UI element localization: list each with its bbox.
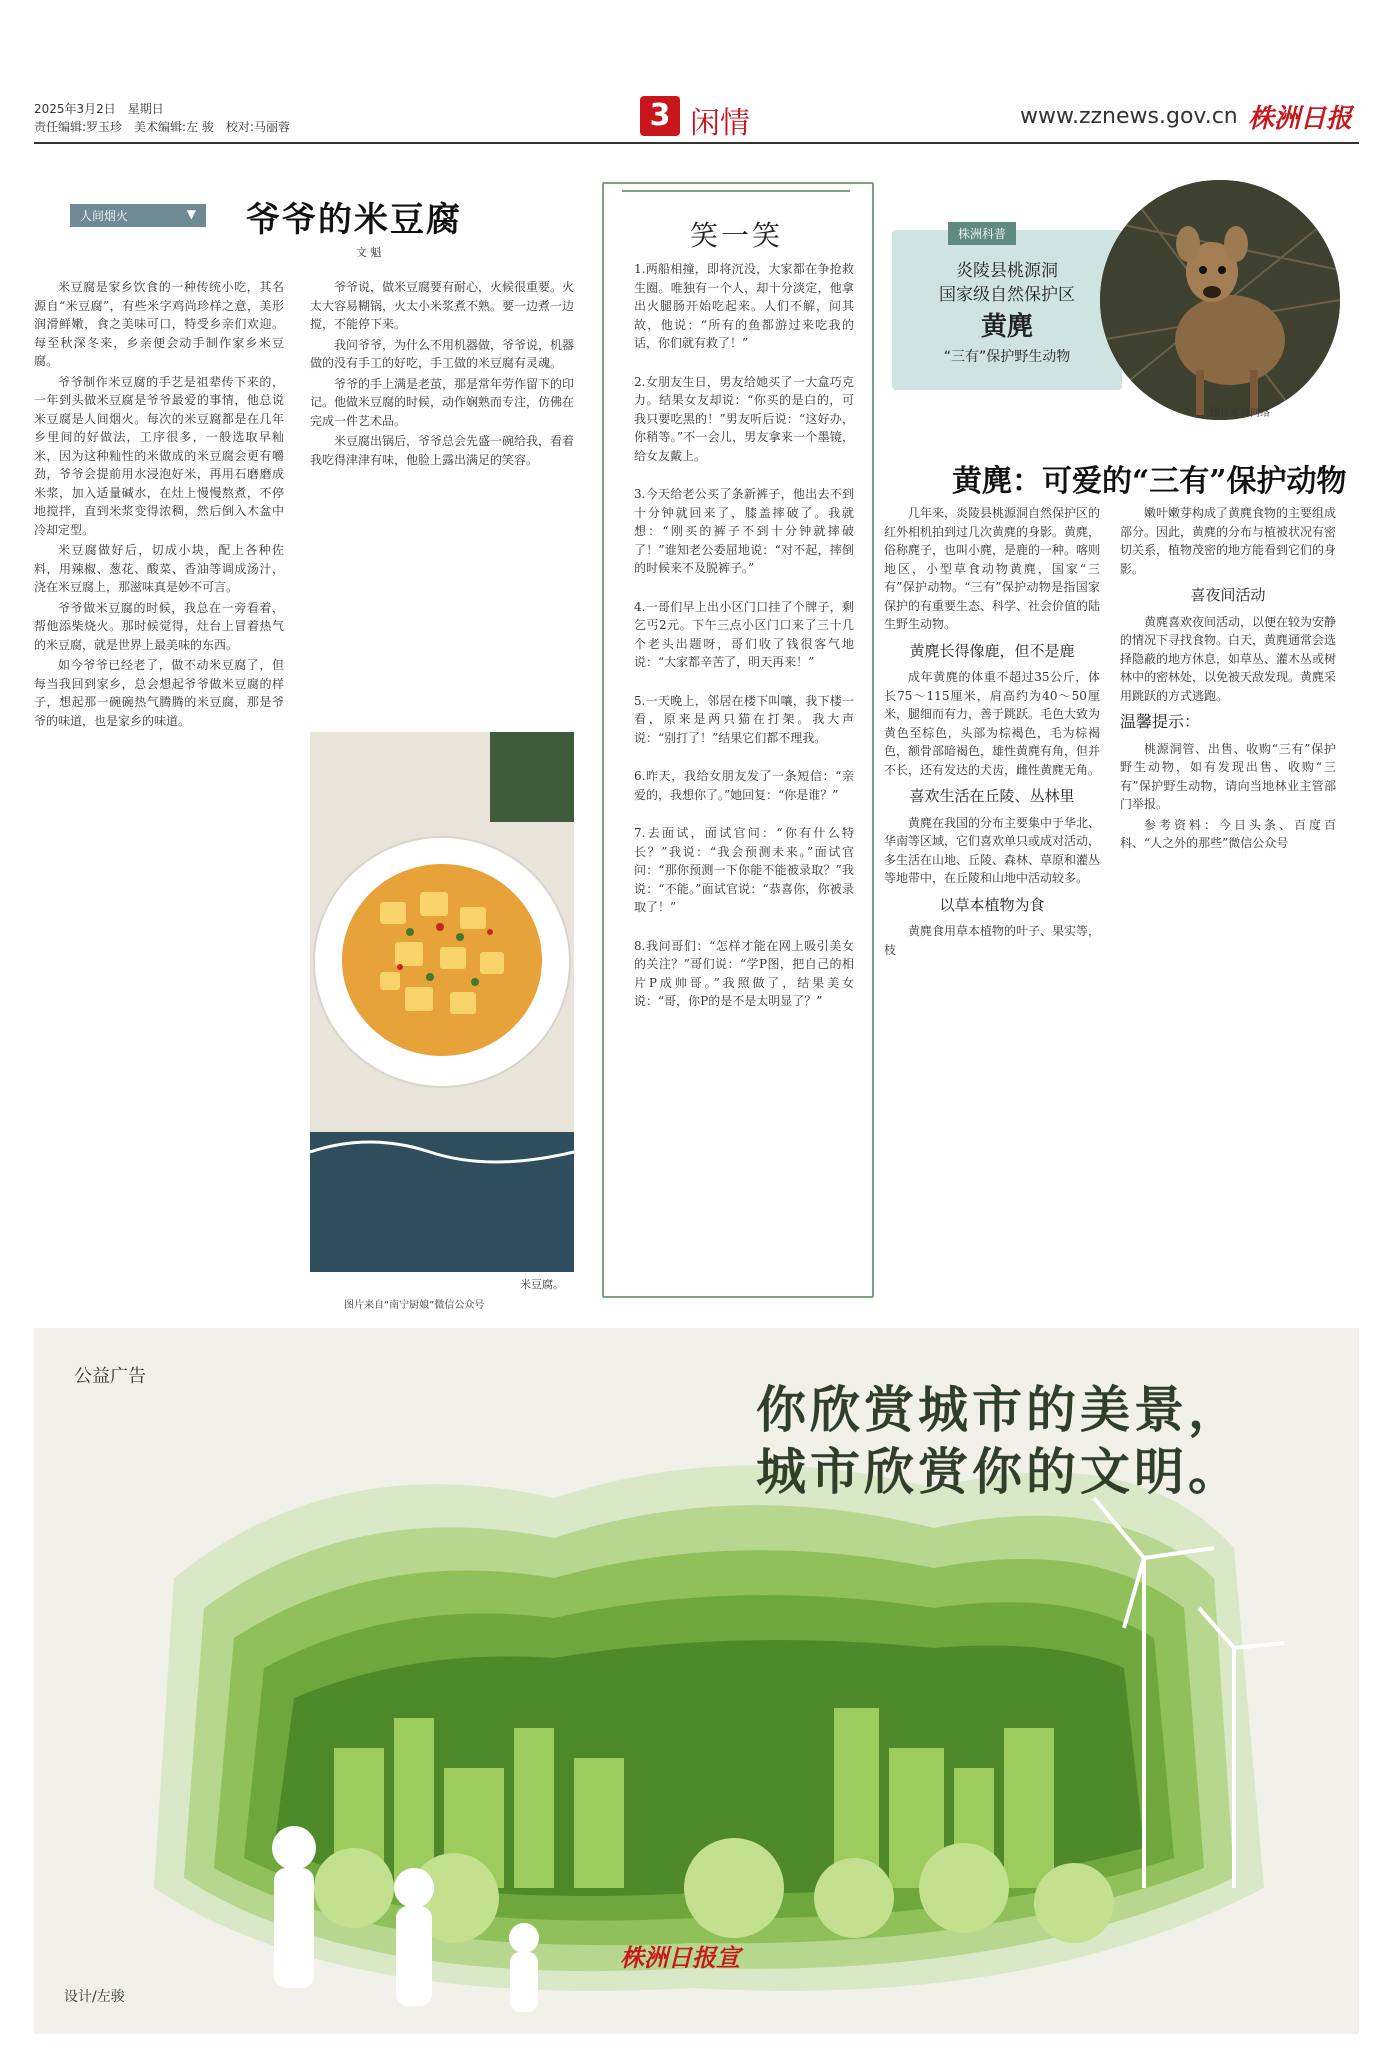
- paragraph: 爷爷制作米豆腐的手艺是祖辈传下来的，一年到头做米豆腐是爷爷最爱的事情，他总说米豆腐是人间烟火。每次的米豆腐都是在几年乡里间的好做法，工序很多，一般选取早籼米，因为这种籼性的米做成的米豆腐会更有嚼劲，爷爷会提前用水浸泡好米，再用石磨磨成米浆，加入适量碱水，在灶上慢慢熬煮，不停地搅拌，直到米浆变得浓稠，然后倒入木盆中冷却定型。: [34, 374, 284, 537]
- paragraph: 成年黄麂的体重不超过35公斤，体长75～115厘米，肩高约为40～50厘米，腿细而有力，善于跳跃。毛色大致为黄色至棕色，头部为棕褐色，毛为棕褐色，额骨部暗褐色，雄性黄麂有角，但并不长，还有发达的犬齿，雌性黄麂无角。: [884, 670, 1100, 777]
- joke-item: 4.一哥们早上出小区门口挂了个牌子，剩乞丐2元。下午三点小区门口来了三十几个老头出题呀，哥们收了钱很客气地说：“大家都辛苦了，明天再来！”: [634, 599, 854, 669]
- deer-illustration: [1100, 180, 1340, 420]
- paragraph: 爷爷的手上满是老茧，那是常年劳作留下的印记。他做米豆腐的时候，动作娴熟而专注，仿佛在完成一件艺术品。: [310, 376, 574, 428]
- photo-credit: 图片来自“南宁厨娘”微信公众号: [344, 1300, 485, 1311]
- deer-column-2: [1120, 504, 1336, 1304]
- photo-caption: 米豆腐。: [520, 1278, 564, 1291]
- article-column-2: [310, 278, 574, 718]
- joke-item: 5.一天晚上，邻居在楼下叫嚷，我下楼一看，原来是两只猫在打架。我大声说：“别打了！”结果它们都不理我。: [634, 693, 854, 745]
- deer-article-title: 黄麂：可爱的“三有”保护动物: [952, 464, 1347, 499]
- deer-column-1: [884, 504, 1100, 1284]
- paragraph: 如今爷爷已经老了，做不动米豆腐了，但每当我回到家乡，总会想起爷爷做米豆腐的样子，想起那一碗碗热气腾腾的米豆腐，那是爷爷的味道，也是家乡的味道。: [34, 658, 284, 728]
- joke-item: 3.今天给老公买了条新裤子，他出去不到十分钟就回来了，膝盖摔破了。我就想：“刚买的裤子不到十分钟就摔破了！”谁知老公委屈地说：“对不起，摔倒的时候来不及脱裤子。”: [634, 487, 854, 575]
- site-url[interactable]: www.zznews.gov.cn: [1020, 104, 1238, 129]
- joke-item: 8.我问哥们：“怎样才能在网上吸引美女的关注？”哥们说：“学P图，把自己的相片P成帅哥。”我照做了，结果美女说：“哥，你P的是不是太明显了？”: [634, 938, 854, 1008]
- header-rule: [34, 142, 1359, 144]
- joke-item: 2.女朋友生日，男友给她买了一大盒巧克力。结果女友却说：“你买的是白的，可我只要吃黑的！”男友听后说：“这好办，你稍等。”不一会儿，男友拿来一个墨镜，给女友戴上。: [634, 374, 854, 463]
- ad-slogan-line2: 城市欣赏你的文明。: [756, 1442, 1242, 1501]
- tofu-dish-illustration: [310, 732, 574, 1272]
- article-title: 爷爷的米豆腐: [246, 200, 462, 240]
- subhead: 黄麂长得像鹿，但不是鹿: [909, 641, 1075, 660]
- paragraph: 我问爷爷，为什么不用机器做，爷爷说，机器做的没有手工的好吃，手工做的米豆腐有灵魂。: [310, 337, 574, 370]
- paragraph: 米豆腐做好后，切成小块，配上各种佐料，用辣椒、葱花、酸菜、香油等调成汤汁，浇在米豆腐上，那滋味真是妙不可言。: [34, 543, 284, 594]
- issue-date: 2025年3月2日 星期日: [34, 102, 164, 116]
- ad-slogan-line1: 你欣赏城市的美景，: [756, 1380, 1242, 1439]
- joke-item: 1.两船相撞，即将沉没，大家都在争抢救生圈。唯独有一个人，却十分淡定，他拿出火腿肠开始吃起来。人们不解，问其故，他说：“所有的鱼都游过来吃我的话，你们就有救了！”: [634, 262, 854, 350]
- divider: [622, 190, 850, 192]
- deer-photo-credit: 图片来自网络: [1210, 408, 1270, 419]
- paragraph: 黄麂食用草本植物的叶子、果实等，枝: [884, 924, 1100, 957]
- paragraph: 黄麂在我国的分布主要集中于华北、华南等区域，它们喜欢单只或成对活动，多生活在山地、丘陵、森林、草原和灌丛等地带中，在丘陵和山地中活动较多。: [884, 815, 1100, 885]
- deer-photo: [1100, 180, 1340, 420]
- page-number: 3: [640, 96, 680, 136]
- species-name: 黄麂: [980, 312, 1033, 342]
- ad-label: 公益广告: [74, 1366, 146, 1387]
- reserve-name-2: 国家级自然保护区: [939, 285, 1075, 305]
- subhead: 喜夜间活动: [1190, 586, 1266, 604]
- paragraph: 爷爷做米豆腐的时候，我总在一旁看着，帮他添柴烧火。那时候觉得，灶台上冒着热气的米豆腐，就是世界上最美味的东西。: [34, 600, 284, 652]
- paragraph: 嫩叶嫩芽构成了黄麂食物的主要组成部分。因此，黄麂的分布与植被状况有密切关系，植物茂密的地方能看到它们的身影。: [1120, 506, 1336, 576]
- article-tag-label: 人间烟火: [80, 209, 129, 223]
- joke-item: 7.去面试，面试官问：“你有什么特长？”我说：“我会预测未来。”面试官问：“那你预测一下你能不能被录取？”我说：“不能。”面试官说：“恭喜你，你被录取了！”: [634, 826, 854, 914]
- paper-logo: 株洲日报: [1248, 104, 1353, 134]
- paragraph: 几年来，炎陵县桃源洞自然保护区的红外相机拍到过几次黄麂的身影。黄麂，俗称麂子，也叫小麂，是鹿的一种。喀则地区，小型草食动物黄麂，国家“三有”保护动物。“三有”保护动物是指国家保护的有重要生态、科学、社会价值的陆生野生动物。: [884, 506, 1100, 631]
- ad-designer: 设计/左骏: [64, 1989, 125, 2005]
- section-name: 闲情: [690, 106, 750, 141]
- deer-tag: 株洲科普: [948, 222, 1016, 245]
- paragraph: 米豆腐是家乡饮食的一种传统小吃，其名源自“米豆腐”，有些米字鸡尚珍样之意，美形润滑鲜嫩，食之美味可口，特受乡亲们欢迎。每至秋深冬来，乡亲便会动手制作家乡米豆腐。: [34, 280, 284, 368]
- jokes-title: 笑一笑: [690, 219, 784, 252]
- article-tag: [70, 204, 206, 227]
- tofu-photo: [310, 732, 574, 1272]
- paragraph: 米豆腐出锅后，爷爷总会先盛一碗给我，看着我吃得津津有味，他脸上露出满足的笑容。: [310, 434, 574, 467]
- subhead: 喜欢生活在丘陵、丛林里: [909, 787, 1075, 805]
- article-column-1: [34, 278, 284, 1300]
- editor-credits: 责任编辑:罗玉珍 美术编辑:左 骏 校对:马丽蓉: [34, 120, 290, 134]
- subhead: 以草本植物为食: [939, 895, 1045, 914]
- jokes-list: [634, 260, 854, 1280]
- ad-sponsor: 株洲日报宣: [620, 1943, 740, 1972]
- references: 参考资料：今日头条、百度百科、“人之外的那些”微信公众号: [1120, 817, 1336, 850]
- tip-heading: 温馨提示：: [1120, 712, 1201, 731]
- protection-status: “三有”保护野生动物: [943, 349, 1071, 365]
- article-author: 文 魁: [356, 246, 382, 259]
- reserve-name-1: 炎陵县桃源洞: [956, 261, 1058, 281]
- chevron-down-icon: ▼: [186, 207, 196, 221]
- paragraph: 爷爷说，做米豆腐要有耐心，火候很重要。火太大容易糊锅，火太小米浆煮不熟。要一边煮一边搅，不能停下来。: [310, 280, 574, 331]
- paragraph: 桃源洞管、出售、收购“三有”保护野生动物，如有发现出售、收购“三有”保护野生动物，请向当地林业主管部门举报。: [1120, 741, 1336, 811]
- joke-item: 6.昨天，我给女朋友发了一条短信：“亲爱的，我想你了。”她回复：“你是谁？”: [634, 769, 854, 802]
- paragraph: 黄麂喜欢夜间活动，以便在较为安静的情况下寻找食物。白天，黄麂通常会选择隐蔽的地方休息，如草丛、灌木丛或树林中的密林处，以免被天敌发现。黄麂采用跳跃的方式逃跑。: [1120, 614, 1336, 703]
